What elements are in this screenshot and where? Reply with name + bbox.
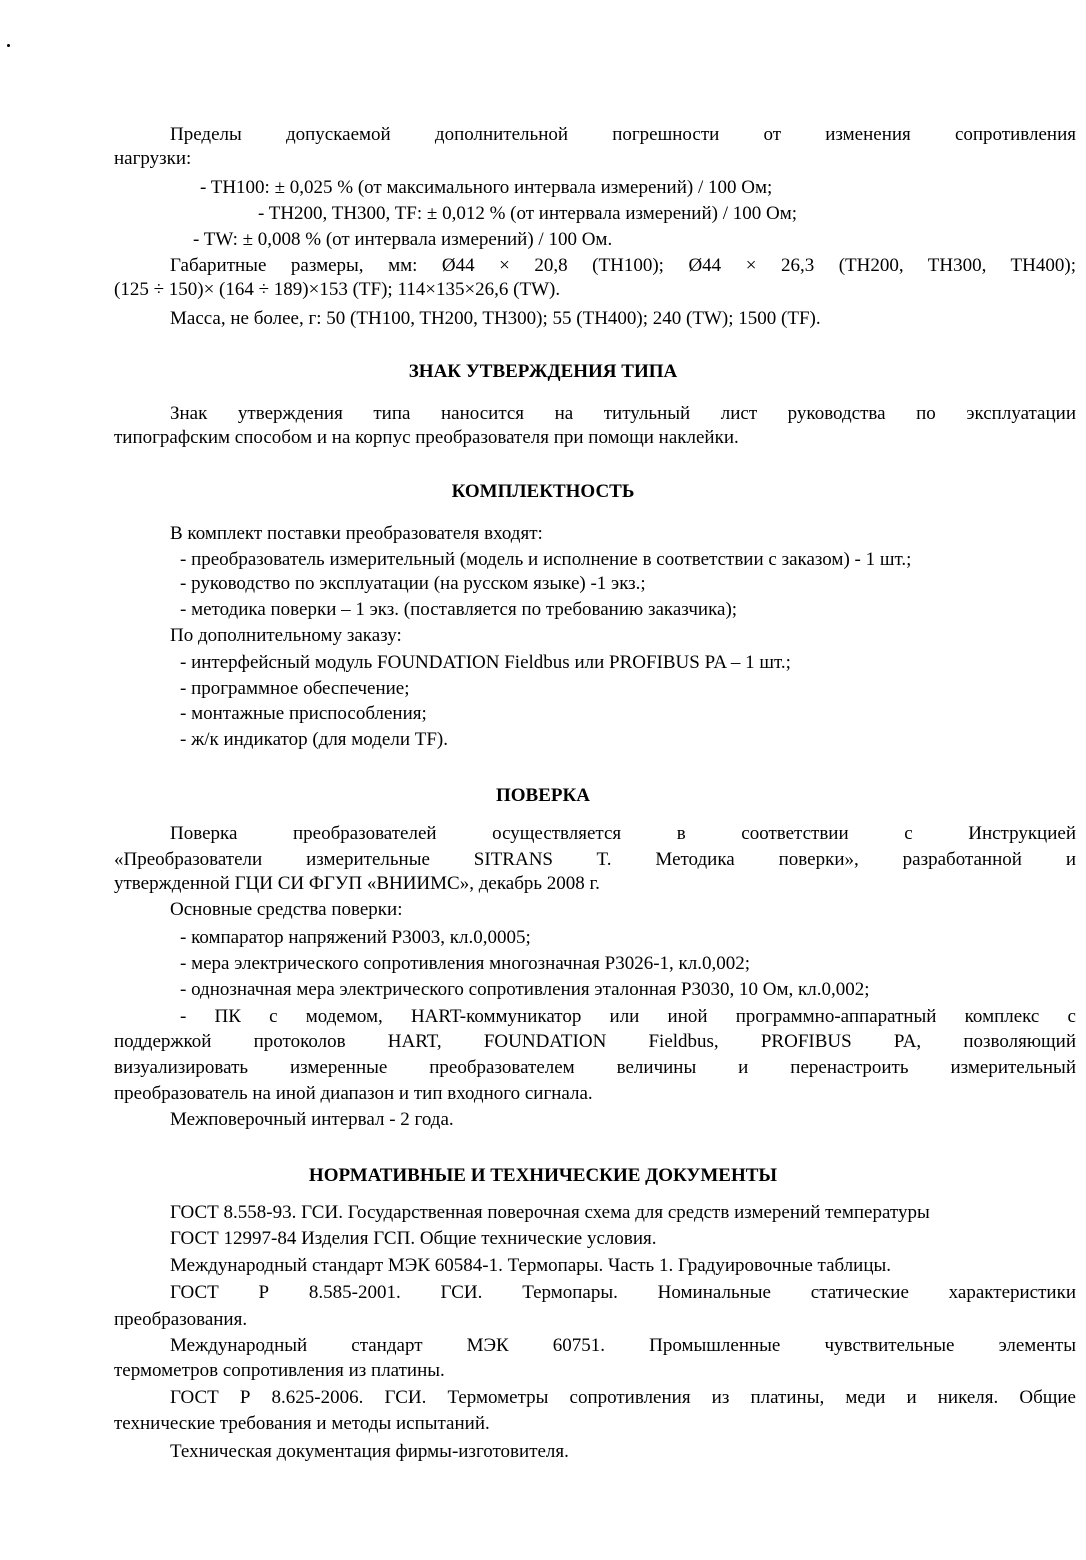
text-line: В комплект поставки преобразователя входят: [170, 523, 543, 544]
text-line: Международный стандарт МЭК 60584-1. Термопары. Часть 1. Градуировочные таблицы. [170, 1255, 892, 1276]
list-item: - ПК с модемом, HART-коммуникатор или иной программно-аппаратный комплекс с [180, 1006, 1076, 1027]
text-line: (125 ÷ 150)× (164 ÷ 189)×153 (TF); 114×135×26,6 (TW). [114, 279, 561, 300]
text-line: «Преобразователи измерительные SITRANS T. Методика поверки», разработанной и [114, 849, 1076, 870]
text-line: ГОСТ Р 8.585-2001. ГСИ. Термопары. Номинальные статические характеристики [170, 1282, 1076, 1303]
text-line: ГОСТ 12997-84 Изделия ГСП. Общие технические условия. [170, 1228, 657, 1249]
text-line: Международный стандарт МЭК 60751. Промышленные чувствительные элементы [170, 1335, 1076, 1356]
list-item: - преобразователь измерительный (модель и исполнение в соответствии с заказом) - 1 шт.; [180, 549, 912, 570]
text-line: термометров сопротивления из платины. [114, 1360, 445, 1381]
list-item: - TH100: ± 0,025 % (от максимального интервала измерений) / 100 Ом; [200, 177, 773, 198]
text-line: типографским способом и на корпус преобразователя при помощи наклейки. [114, 427, 739, 448]
list-item: - TW: ± 0,008 % (от интервала измерений) / 100 Ом. [193, 229, 613, 250]
text-line: ГОСТ 8.558-93. ГСИ. Государственная поверочная схема для средств измерений температуры [170, 1202, 930, 1223]
text-line: поддержкой протоколов HART, FOUNDATION Fieldbus, PROFIBUS PA, позволяющий [114, 1031, 1076, 1052]
list-item: - монтажные приспособления; [180, 703, 427, 724]
text-line: Масса, не более, г: 50 (TH100, TH200, TH300); 55 (TH400); 240 (TW); 1500 (TF). [170, 308, 821, 329]
list-item: - однозначная мера электрического сопротивления эталонная Р3030, 10 Ом, кл.0,002; [180, 979, 870, 1000]
text-line: Основные средства поверки: [170, 899, 403, 920]
list-item: - TH200, TH300, TF: ± 0,012 % (от интервала измерений) / 100 Ом; [258, 203, 798, 224]
list-item: - компаратор напряжений Р3003, кл.0,0005; [180, 927, 531, 948]
list-item: - ж/к индикатор (для модели TF). [180, 729, 449, 750]
scan-speck [7, 44, 10, 47]
text-line: нагрузки: [114, 148, 192, 169]
section-heading: ЗНАК УТВЕРЖДЕНИЯ ТИПА [408, 361, 678, 382]
list-item: - интерфейсный модуль FOUNDATION Fieldbus или PROFIBUS PA – 1 шт.; [180, 652, 791, 673]
text-line: По дополнительному заказу: [170, 625, 402, 646]
list-item: - методика поверки – 1 экз. (поставляется по требованию заказчика); [180, 599, 738, 620]
text-line: Габаритные размеры, мм: Ø44 × 20,8 (TH100); Ø44 × 26,3 (TH200, TH300, TH400); [170, 255, 1076, 276]
text-line: Пределы допускаемой дополнительной погрешности от изменения сопротивления [170, 124, 1076, 145]
list-item: - программное обеспечение; [180, 678, 410, 699]
text-line: преобразователь на иной диапазон и тип входного сигнала. [114, 1083, 593, 1104]
text-line: Знак утверждения типа наносится на титульный лист руководства по эксплуатации [170, 403, 1076, 424]
text-line: визуализировать измеренные преобразователем величины и перенастроить измерительный [114, 1057, 1076, 1078]
text-line: технические требования и методы испытаний. [114, 1413, 490, 1434]
text-line: утвержденной ГЦИ СИ ФГУП «ВНИИМС», декабрь 2008 г. [114, 873, 600, 894]
section-heading: НОРМАТИВНЫЕ И ТЕХНИЧЕСКИЕ ДОКУМЕНТЫ [308, 1165, 778, 1186]
section-heading: КОМПЛЕКТНОСТЬ [451, 481, 635, 502]
text-line: Техническая документация фирмы-изготовителя. [170, 1441, 569, 1462]
section-heading: ПОВЕРКА [495, 785, 590, 806]
text-line: Межповерочный интервал - 2 года. [170, 1109, 454, 1130]
text-line: преобразования. [114, 1309, 248, 1330]
text-line: Поверка преобразователей осуществляется в соответствии с Инструкцией [170, 823, 1076, 844]
text-line: ГОСТ Р 8.625-2006. ГСИ. Термометры сопротивления из платины, меди и никеля. Общие [170, 1387, 1076, 1408]
list-item: - руководство по эксплуатации (на русском языке) -1 экз.; [180, 573, 646, 594]
list-item: - мера электрического сопротивления многозначная Р3026-1, кл.0,002; [180, 953, 751, 974]
